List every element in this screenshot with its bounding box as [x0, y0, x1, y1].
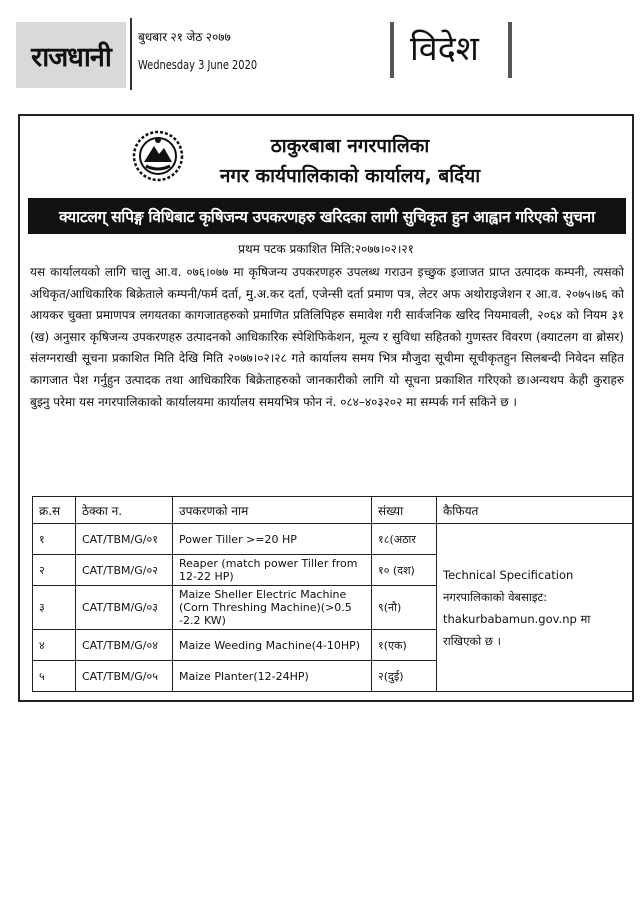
masthead-divider	[130, 18, 132, 90]
date-nepali: बुधबार २१ जेठ २०७७	[138, 30, 231, 44]
cell-serial: ३	[33, 586, 76, 630]
cell-contract-no: CAT/TBM/G/०३	[76, 586, 173, 630]
section-bar-left	[390, 22, 394, 78]
organization-name: ठाकुरबाबा नगरपालिका	[270, 135, 430, 157]
header-remarks: कैफियत	[437, 497, 634, 524]
brand-name: राजधानी	[31, 41, 111, 73]
table-header-row	[33, 497, 634, 524]
cell-quantity: १८(अठार	[372, 524, 437, 555]
cell-contract-no: CAT/TBM/G/०५	[76, 661, 173, 692]
cell-contract-no: CAT/TBM/G/०२	[76, 555, 173, 586]
cell-quantity: ९(नौ)	[372, 586, 437, 630]
published-date: प्रथम पटक प्रकाशित मिति:२०७७।०२।२१	[238, 242, 414, 256]
header-contract-no: ठेक्का न.	[76, 497, 173, 524]
header-quantity: संख्या	[372, 497, 437, 524]
cell-quantity: १(एक)	[372, 630, 437, 661]
section-bar-right	[508, 22, 512, 78]
equipment-table	[32, 496, 634, 692]
cell-quantity: १० (दश)	[372, 555, 437, 586]
cell-serial: ५	[33, 661, 76, 692]
cell-contract-no: CAT/TBM/G/०४	[76, 630, 173, 661]
cell-serial: १	[33, 524, 76, 555]
date-english: Wednesday 3 June 2020	[138, 58, 258, 72]
table-row	[33, 524, 634, 555]
public-notice	[18, 114, 634, 702]
cell-equipment-name: Reaper (match power Tiller from 12-22 HP)	[173, 555, 372, 586]
cell-quantity: २(दुई)	[372, 661, 437, 692]
cell-equipment-name: Maize Weeding Machine(4-10HP)	[173, 630, 372, 661]
notice-body: यस कार्यालयको लागि चालु आ.व. ०७६।०७७ मा कृषिजन्य उपकरणहरु उपलब्ध गराउन इच्छुक इजाजत प्राप्त उत्पादक कम्पनी, त्यसको अधिकृत/आधिकारिक बिक्रेताले कम्पनी/फर्म दर्ता, मु.अ.कर दर्ता, एजेन्सी दर्ता प्रमाण पत्र, लेटर अफ अथोराइजेशन र आ.व. २०७५।७६ को आयकर चुक्ता प्रमाणपत्र लगयतका कागजातहरुको प्रमाणित प्रतिलिपिहरु समावेश गरी सार्वजनिक खरिद नियमावली, २०६४ को नियम ३१ (ख) अनुसार कृषिजन्य उपकरणहरु उत्पादनको आधिकारिक स्पेशिफिकेशन, मूल्य र सुविधा सहितको गुणस्तर विवरण (क्याटलग वा ब्रोसर) संलग्नराखी सूचना प्रकाशित मिति देखि मिति २०७७।०२।२८ गते कार्यालय समय भित्र मौजुदा सूचीमा सूचीकृतहुन सिलबन्दी निवेदन सहित कागजात पेश गर्नुहुन उत्पादक तथा आधिकारिक बिक्रेताहरुको जानकारीको लागि यो सूचना प्रकाशित गरिएको छ।अन्यथप केही कुराहरु बुझ्नु परेमा यस नगरपालिकाको कार्यालयमा कार्यालय समयभित्र फोन नं. ०८४–४०३२०२ मा सम्पर्क गर्न सकिने छ ।	[30, 265, 624, 409]
header-equipment-name: उपकरणको नाम	[173, 497, 372, 524]
office-name: नगर कार्यपालिकाको कार्यालय, बर्दिया	[219, 165, 481, 187]
header-serial: क्र.स	[33, 497, 76, 524]
notice-headline: क्याटलग् सपिङ्ग विधिबाट कृषिजन्य उपकरणहरु खरिदका लागी सुचिकृत हुन आह्वान गरिएको सुचना	[28, 198, 626, 234]
cell-equipment-name: Maize Planter(12-24HP)	[173, 661, 372, 692]
newspaper-masthead	[12, 12, 634, 92]
cell-equipment-name: Maize Sheller Electric Machine (Corn Threshing Machine)(>0.5 -2.2 KW)	[173, 586, 372, 630]
cell-contract-no: CAT/TBM/G/०१	[76, 524, 173, 555]
cell-serial: २	[33, 555, 76, 586]
newspaper-brand	[16, 22, 126, 88]
cell-remarks: Technical Specification नगरपालिकाको वेबसाइट: thakurbabamun.gov.np मा राखिएको छ ।	[437, 524, 634, 692]
cell-serial: ४	[33, 630, 76, 661]
municipality-emblem-icon	[132, 128, 184, 184]
section-title: विदेश	[410, 29, 479, 69]
cell-equipment-name: Power Tiller >=20 HP	[173, 524, 372, 555]
